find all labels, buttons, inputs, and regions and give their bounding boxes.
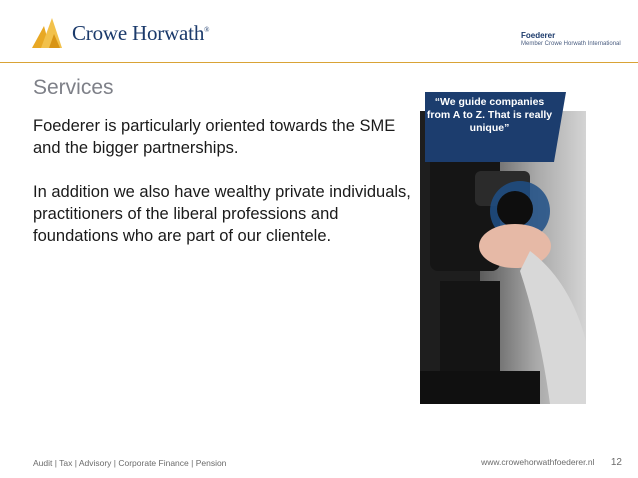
logo-text: Crowe Horwath® <box>72 21 210 45</box>
member-subtitle: Member Crowe Horwath International <box>521 41 621 47</box>
quote-callout: “We guide companies from A to Z. That is really unique” <box>425 92 554 162</box>
member-name: Foederer <box>521 31 556 40</box>
header-divider <box>0 62 638 63</box>
body-paragraph: In addition we also have wealthy private individuals, practitioners of the liberal professions and foundations who are part of our clientele. <box>33 183 411 245</box>
page-number: 12 <box>610 457 622 468</box>
slide-title: Services <box>33 76 114 99</box>
member-info <box>521 31 621 49</box>
footer-services: Audit | Tax | Advisory | Corporate Finance | Pension <box>33 458 227 468</box>
crowe-horwath-logo <box>32 18 232 50</box>
logo-triangles-icon <box>32 18 64 48</box>
footer-website[interactable]: www.crowehorwathfoederer.nl <box>481 457 595 467</box>
footer-right <box>481 457 622 468</box>
slide-body <box>33 115 415 269</box>
quote-callout-notch <box>554 92 566 162</box>
body-paragraph: Foederer is particularly oriented towards the SME and the bigger partnerships. <box>33 117 396 157</box>
